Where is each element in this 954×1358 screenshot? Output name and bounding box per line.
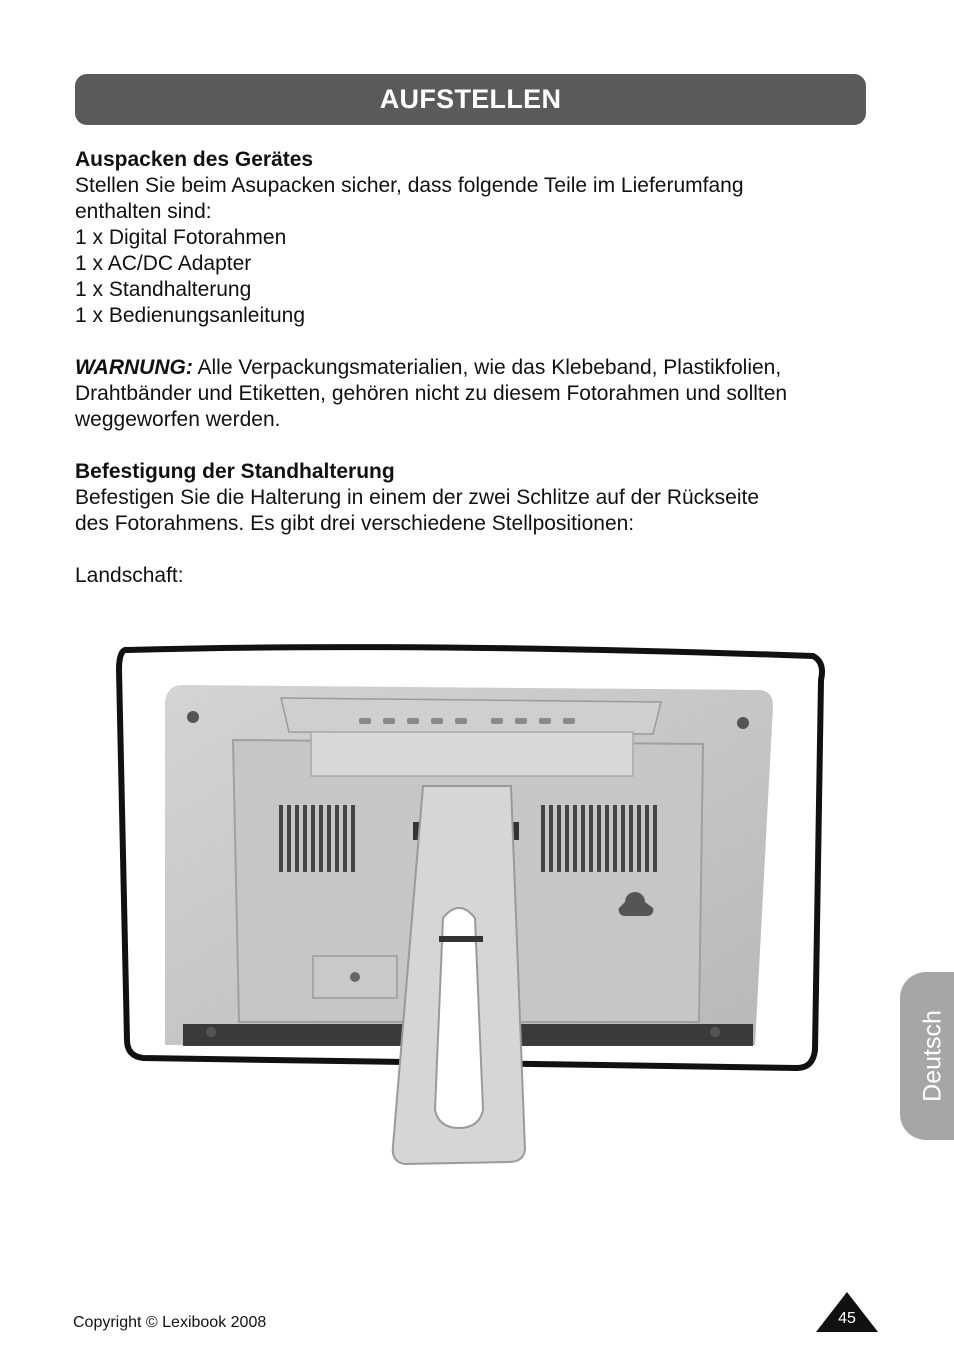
screw-bottom-left bbox=[206, 1027, 216, 1037]
warning-line-3: weggeworfen werden. bbox=[75, 408, 281, 431]
page-number-marker bbox=[816, 1292, 878, 1332]
screw-top-left bbox=[187, 711, 199, 723]
main-content bbox=[75, 147, 875, 589]
warning-line-2: Drahtbänder und Etiketten, gehören nicht zu diesem Fotorahmen und sollten bbox=[75, 382, 788, 405]
stand-line-1: Befestigen Sie die Halterung in einem der zwei Schlitze auf der Rückseite bbox=[75, 486, 760, 509]
cover-panel-screw bbox=[350, 972, 360, 982]
page-title: AUFSTELLEN bbox=[379, 84, 562, 114]
intro-line-1: Stellen Sie beim Asupacken sicher, dass folgende Teile im Lieferumfang bbox=[75, 174, 744, 197]
list-item: 1 x Digital Fotorahmen bbox=[75, 226, 287, 249]
language-label: Deutsch bbox=[918, 1010, 947, 1102]
copyright-footer: Copyright © Lexibook 2008 bbox=[73, 1314, 267, 1331]
screw-top-right bbox=[737, 717, 749, 729]
intro-line-2: enthalten sind: bbox=[75, 200, 212, 223]
warning-label: WARNUNG: bbox=[75, 356, 193, 379]
language-tab bbox=[900, 972, 954, 1140]
photo-frame-back-illustration bbox=[113, 640, 828, 1170]
list-item: 1 x Standhalterung bbox=[75, 278, 252, 301]
page-number: 45 bbox=[838, 1310, 856, 1327]
button-ridge bbox=[311, 732, 633, 776]
stand-latch bbox=[439, 936, 483, 942]
section-heading-stand: Befestigung der Standhalterung bbox=[75, 460, 395, 483]
right-vent-grille bbox=[543, 805, 655, 872]
stand-line-2: des Fotorahmens. Es gibt drei verschiedene Stellpositionen: bbox=[75, 512, 635, 535]
warning-line-1: Alle Verpackungsmaterialien, wie das Klebeband, Plastikfolien, bbox=[192, 356, 782, 379]
screw-bottom-right bbox=[710, 1027, 720, 1037]
list-item: 1 x AC/DC Adapter bbox=[75, 252, 252, 275]
list-item: 1 x Bedienungsanleitung bbox=[75, 304, 306, 327]
figure-caption: Landschaft: bbox=[75, 564, 184, 587]
section-title-bar bbox=[75, 74, 866, 125]
section-heading-unpacking: Auspacken des Gerätes bbox=[75, 148, 314, 171]
warning-paragraph bbox=[75, 355, 875, 381]
button-housing bbox=[281, 698, 661, 734]
